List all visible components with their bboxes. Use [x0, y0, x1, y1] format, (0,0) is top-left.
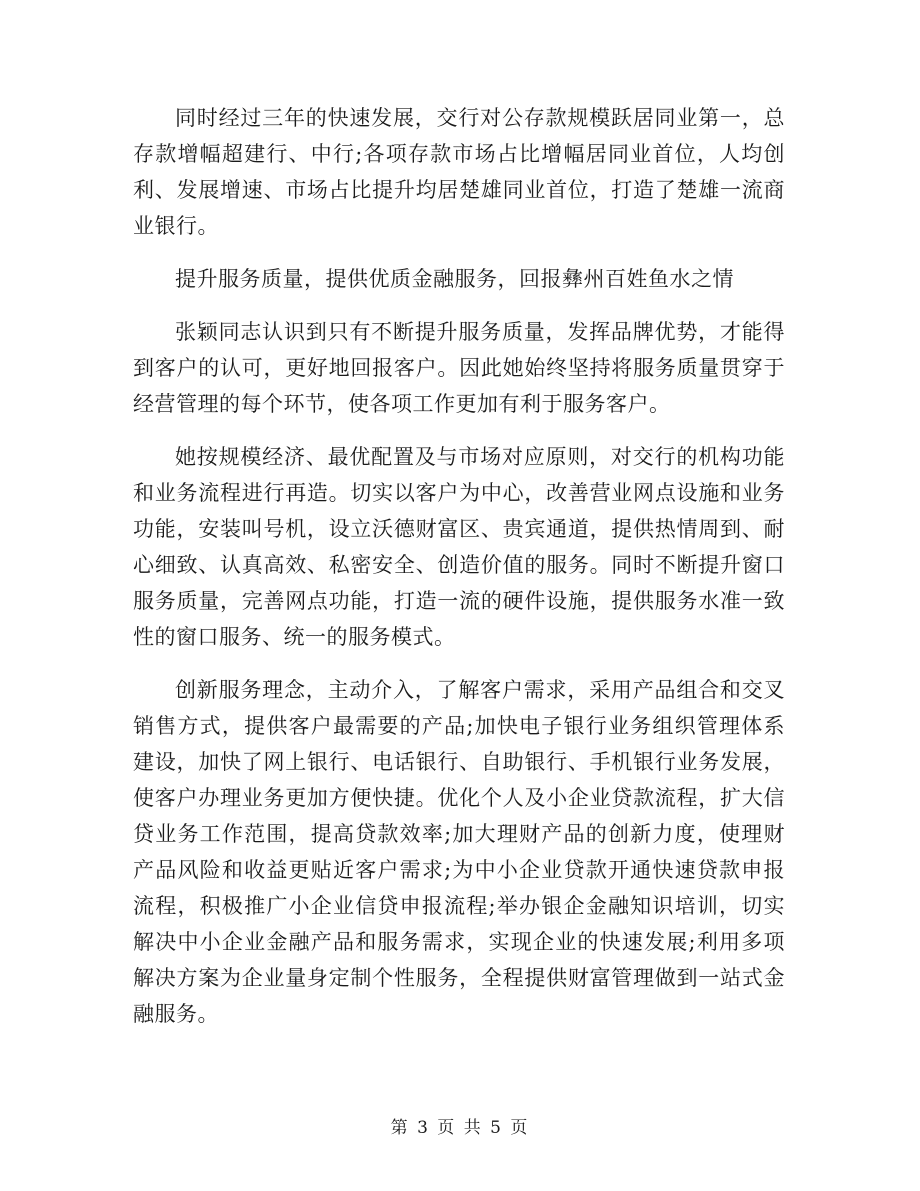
document-body — [133, 100, 785, 1032]
section-heading-service-quality: 提升服务质量，提供优质金融服务，回报彝州百姓鱼水之情 — [175, 267, 734, 291]
page-number-footer: 第 3 页 共 5 页 — [390, 1118, 530, 1138]
paragraph-service-awareness: 张颖同志认识到只有不断提升服务质量，发挥品牌优势，才能得到客户的认可，更好地回报客户。因此她始终坚持将服务质量贯穿于经营管理的每个环节，使各项工作更加有利于服务客户。 — [133, 320, 785, 416]
paragraph-deposit-growth: 同时经过三年的快速发展，交行对公存款规模跃居同业第一，总存款增幅超建行、中行;各项存款市场占比增幅居同业首位，人均创利、发展增速、市场占比提升均居楚雄同业首位，打造了楚雄一流商业银行。 — [133, 106, 785, 238]
paragraph-process-reengineering: 她按规模经济、最优配置及与市场对应原则，对交行的机构功能和业务流程进行再造。切实以客户为中心，改善营业网点设施和业务功能，安装叫号机，设立沃德财富区、贵宾通道，提供热情周到、耐心细致、认真高效、私密安全、创造价值的服务。同时不断提升窗口服务质量，完善网点功能，打造一流的硬件设施，提供服务水准一致性的窗口服务、统一的服务模式。 — [133, 445, 785, 649]
paragraph-service-innovation: 创新服务理念，主动介入，了解客户需求，采用产品组合和交叉销售方式，提供客户最需要的产品;加快电子银行业务组织管理体系建设，加快了网上银行、电话银行、自助银行、手机银行业务发展，使客户办理业务更加方便快捷。优化个人及小企业贷款流程，扩大信贷业务工作范围，提高贷款效率;加大理财产品的创新力度，使理财产品风险和收益更贴近客户需求;为中小企业贷款开通快速贷款申报流程，积极推广小企业信贷申报流程;举办银企金融知识培训，切实解决中小企业金融产品和服务需求，实现企业的快速发展;利用多项解决方案为企业量身定制个性服务，全程提供财富管理做到一站式金融服务。 — [133, 678, 785, 1026]
